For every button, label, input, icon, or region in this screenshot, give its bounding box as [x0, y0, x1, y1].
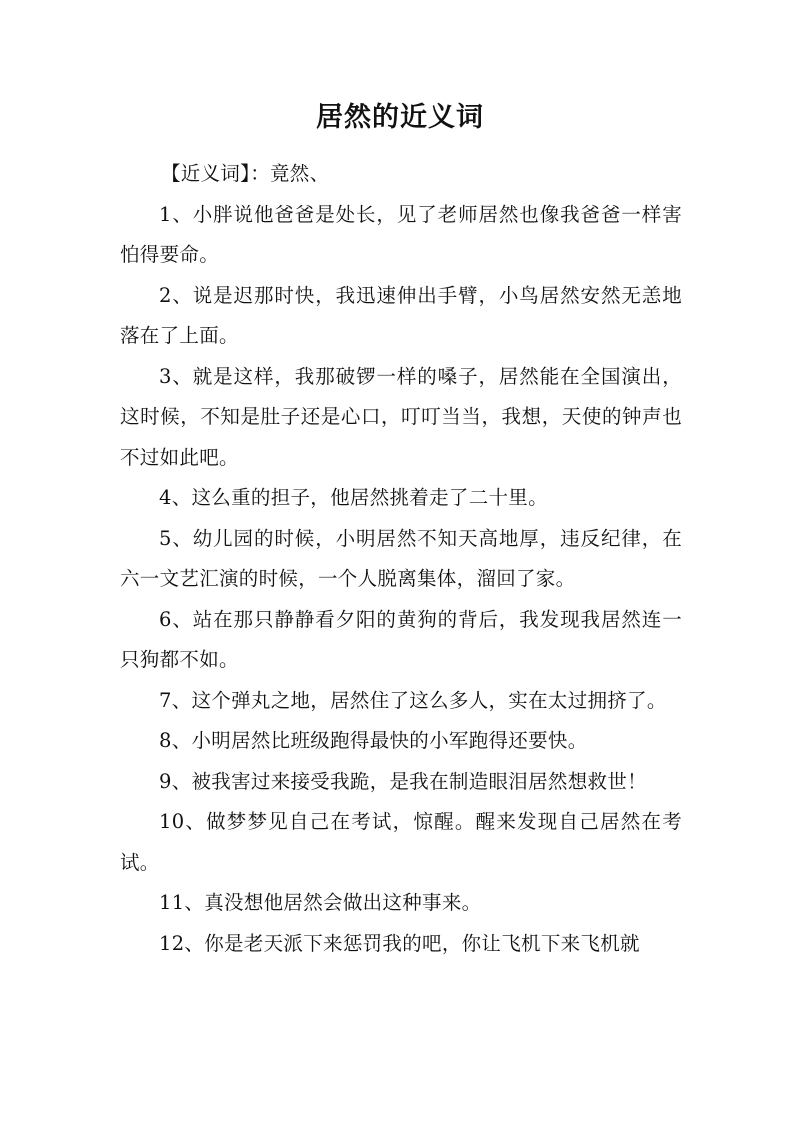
example-sentence-11: 11、真没想他居然会做出这种事来。 [159, 891, 482, 914]
example-sentence-9: 9、被我害过来接受我跪，是我在制造眼泪居然想救世！ [159, 769, 647, 793]
example-sentence-3: 3、就是这样，我那破锣一样的嗓子，居然能在全国演出，这时候，不知是肚子还是心口，叮叮当当，我想，天使的钟声也不过如此吧。 [120, 364, 682, 469]
example-sentence-8: 8、小明居然比班级跑得最快的小军跑得还要快。 [159, 729, 588, 752]
example-sentence-1: 1、小胖说他爸爸是处长，见了老师居然也像我爸爸一样害怕得要命。 [120, 202, 682, 266]
example-sentence-2: 2、说是迟那时快，我迅速伸出手臂，小鸟居然安然无恙地落在了上面。 [120, 283, 682, 347]
document-body [120, 154, 682, 964]
example-sentence-4: 4、这么重的担子，他居然挑着走了二十里。 [159, 486, 548, 509]
synonym-line: 【近义词】：竟然、 [160, 162, 330, 185]
example-sentence-12: 12、你是老天派下来惩罚我的吧，你让飞机下来飞机就 [159, 931, 640, 955]
example-sentence-7: 7、这个弹丸之地，居然住了这么多人，实在太过拥挤了。 [159, 688, 667, 712]
example-sentence-5: 5、幼儿园的时候，小明居然不知天高地厚，违反纪律，在六一文艺汇演的时候，一个人脱离集体，溜回了家。 [120, 526, 682, 590]
example-sentence-6: 6、站在那只静静看夕阳的黄狗的背后，我发现我居然连一只狗都不如。 [120, 607, 682, 671]
page-title: 居然的近义词 [316, 102, 484, 133]
example-sentence-10: 10、做梦梦见自己在考试，惊醒。醒来发现自己居然在考试。 [120, 810, 682, 874]
